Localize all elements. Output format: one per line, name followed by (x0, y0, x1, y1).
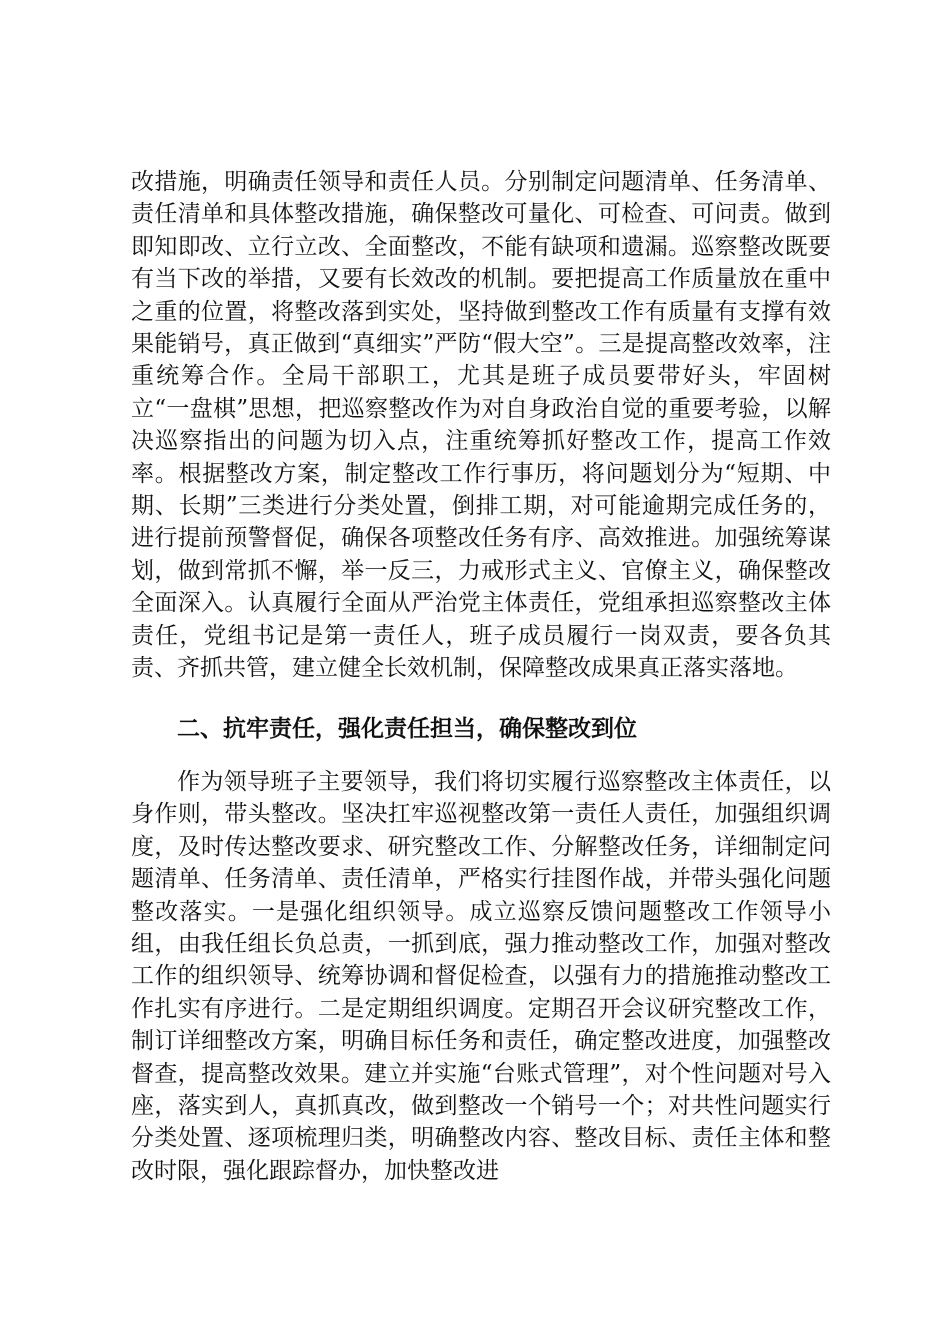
body-paragraph: 改措施，明确责任领导和责任人员。分别制定问题清单、任务清单、责任清单和具体整改措施，确保整改可量化、可检查、可问责。做到即知即改、立行立改、全面整改，不能有缺项和遗漏。巡察整改既要有当下改的举措，又要有长效改的机制。要把提高工作质量放在重中之重的位置，将整改落到实处，坚持做到整改工作有质量有支撑有效果能销号，真正做到“真细实”严防“假大空”。三是提高整改效率，注重统筹合作。全局干部职工，尤其是班子成员要带好头，牢固树立“一盘棋”思想，把巡察整改作为对自身政治自觉的重要考验，以解决巡察指出的问题为切入点，注重统筹抓好整改工作，提高工作效率。根据整改方案，制定整改工作行事历，将问题划分为“短期、中期、长期”三类进行分类处置，倒排工期，对可能逾期完成任务的，进行提前预警督促，确保各项整改任务有序、高效推进。加强统筹谋划，做到常抓不懈，举一反三，力戒形式主义、官僚主义，确保整改全面深入。认真履行全面从严治党主体责任，党组承担巡察整改主体责任，党组书记是第一责任人，班子成员履行一岗双责，要各负其责、齐抓共管，建立健全长效机制，保障整改成果真正落实落地。 (131, 169, 831, 682)
section-heading: 二、抗牢责任，强化责任担当，确保整改到位 (177, 716, 637, 742)
body-paragraph: 作为领导班子主要领导，我们将切实履行巡察整改主体责任，以身作则，带头整改。坚决扛牢巡视整改第一责任人责任，加强组织调度，及时传达整改要求、研究整改工作、分解整改任务，详细制定问题清单、任务清单、责任清单，严格实行挂图作战，并带头强化问题整改落实。一是强化组织领导。成立巡察反馈问题整改工作领导小组，由我任组长负总责，一抓到底，强力推动整改工作，加强对整改工作的组织领导、统筹协调和督促检查，以强有力的措施推动整改工作扎实有序进行。二是定期组织调度。定期召开会议研究整改工作，制订详细整改方案，明确目标任务和责任，确定整改进度，加强整改督查，提高整改效果。建立并实施“台账式管理”，对个性问题对号入座，落实到人，真抓真改，做到整改一个销号一个；对共性问题实行分类处置、逐项梳理归类，明确整改内容、整改目标、责任主体和整改时限，强化跟踪督办，加快整改进 (131, 769, 831, 1184)
